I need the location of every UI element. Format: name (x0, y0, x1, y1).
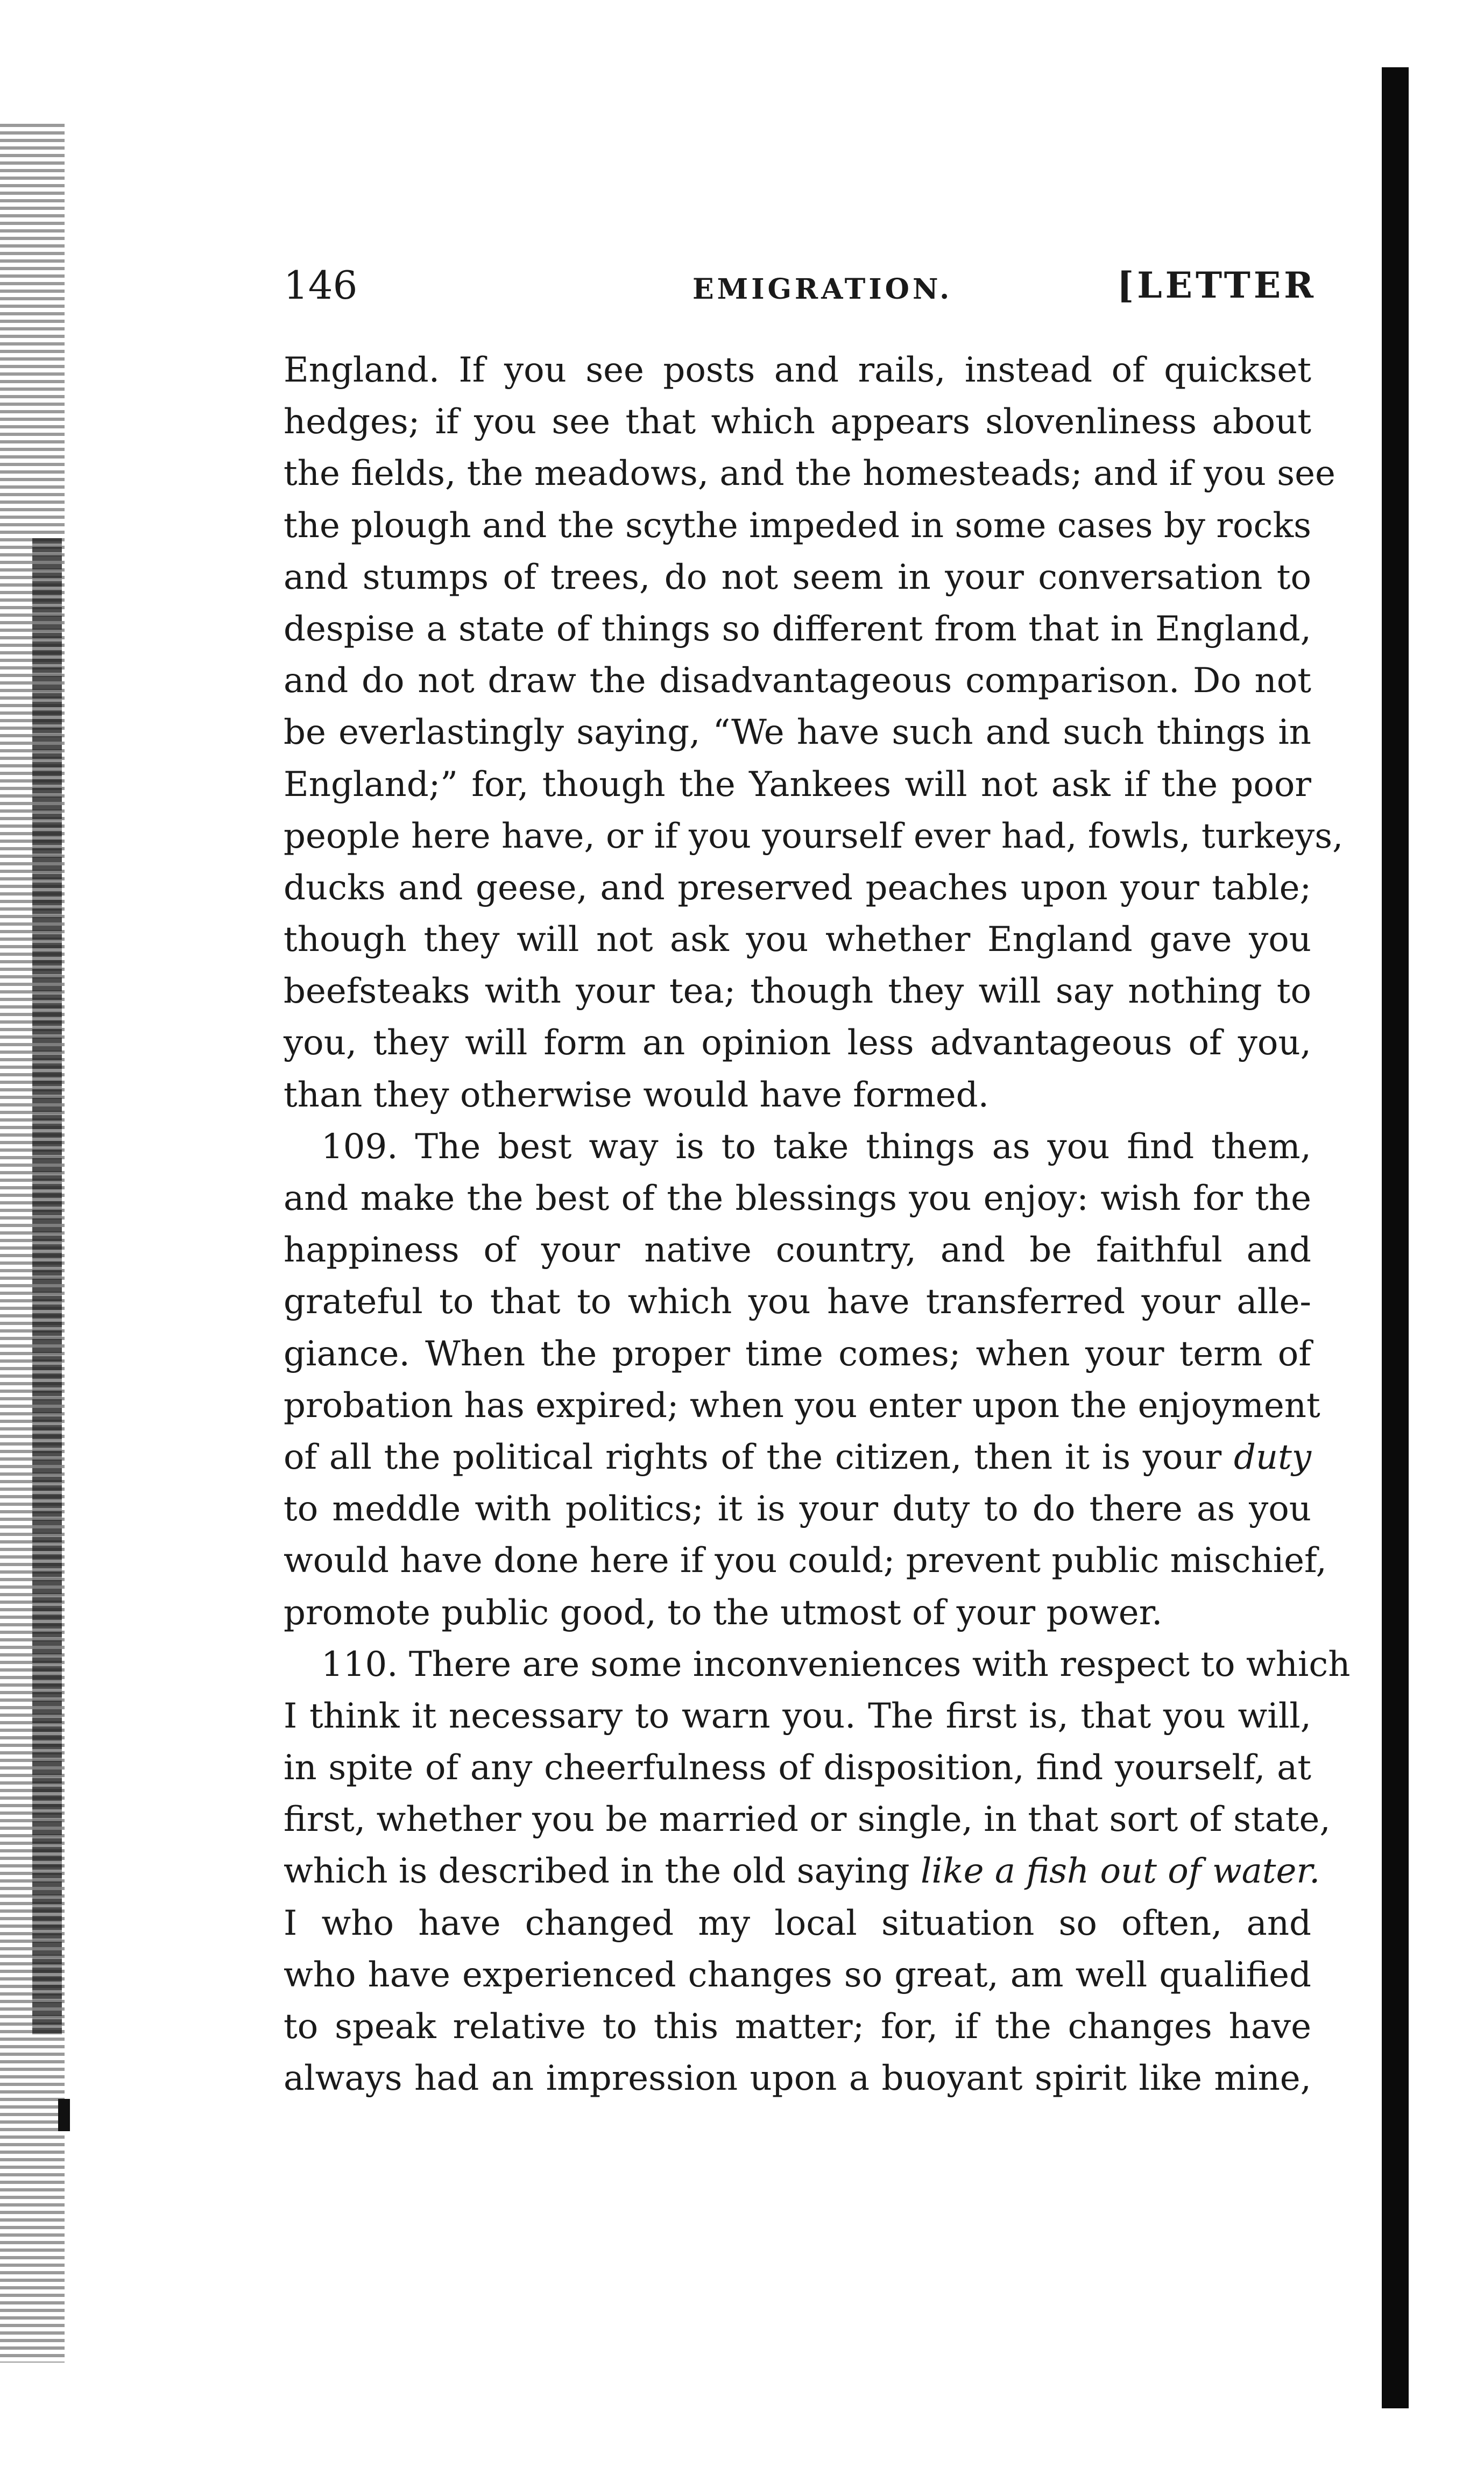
text-line (284, 1587, 1311, 1639)
text-line-content: you, they will form an opinion less advantageous of you, (284, 1023, 1311, 1063)
binding-mark (58, 2099, 70, 2131)
text-line (284, 1898, 1311, 1949)
page-number: 146 (284, 263, 358, 308)
text-line (284, 914, 1311, 965)
text-line-content: and do not draw the disadvantageous comparison. Do not (284, 661, 1311, 701)
text-line-content: beefsteaks with your tea; though they will say nothing to (284, 971, 1311, 1012)
text-line-content: people here have, or if you yourself ever had, fowls, turkeys, (284, 816, 1344, 856)
text-line-content: 110. There are some inconveniences with respect to which (321, 1644, 1351, 1684)
text-line-content: I think it necessary to warn you. The first is, that you will, (284, 1696, 1311, 1736)
text-line-content: 109. The best way is to take things as you find them, (321, 1126, 1311, 1167)
text-line (284, 1328, 1311, 1380)
text-line (284, 1639, 1351, 1690)
text-line-content: and make the best of the blessings you enjoy: wish for the (284, 1179, 1311, 1218)
text-line-content: promote public good, to the utmost of your power. (284, 1592, 1163, 1633)
text-line (284, 1432, 1311, 1483)
text-line-content: hedges; if you see that which appears slovenliness about (284, 402, 1311, 442)
text-line-content: be everlastingly saying, “We have such and such things in (284, 713, 1311, 753)
text-line-content: despise a state of things so different from that in England, (284, 609, 1311, 649)
running-title: EMIGRATION. (692, 273, 953, 306)
text-line-content: giance. When the proper time comes; when your term of (284, 1334, 1311, 1374)
text-line (284, 707, 1311, 758)
text-line (284, 810, 1344, 862)
text-line-content: which is described in the old saying (284, 1851, 921, 1892)
text-line-content: to speak relative to this matter; for, if the changes have (284, 2007, 1311, 2047)
text-line (284, 552, 1311, 603)
text-line (284, 1276, 1311, 1328)
text-line-content: first, whether you be married or single, in that sort of state, (284, 1800, 1331, 1840)
text-line-content: probation has expired; when you enter upon the enjoyment (284, 1385, 1320, 1426)
text-line (284, 1742, 1311, 1794)
text-line (284, 1380, 1320, 1432)
text-line-content: of all the political rights of the citizen, then it is your (284, 1437, 1234, 1477)
text-line-content: grateful to that to which you have transferred your alle- (284, 1282, 1311, 1322)
letter-heading: [LETTER (1117, 264, 1317, 306)
page-edge-bar (1382, 67, 1409, 2408)
text-line (284, 965, 1311, 1017)
text-line (284, 500, 1311, 552)
text-line-content: ducks and geese, and preserved peaches upon your table; (284, 868, 1311, 908)
text-line-content: and stumps of trees, do not seem in your conversation to (284, 557, 1311, 597)
text-line (284, 1121, 1311, 1173)
text-line (284, 2053, 1311, 2104)
running-header (284, 261, 1317, 309)
text-line-content: always had an impression upon a buoyant spirit like mine, (284, 2059, 1311, 2099)
text-line (284, 1845, 1320, 1897)
text-line (284, 1483, 1311, 1535)
text-line-content: England;” for, though the Yankees will not ask if the poor (284, 764, 1311, 805)
text-line (284, 603, 1311, 655)
text-line (284, 1017, 1311, 1069)
text-line-content: to meddle with politics; it is your duty to do there as you (284, 1489, 1311, 1529)
text-line (284, 1794, 1331, 1845)
text-line (284, 1535, 1327, 1587)
text-line (284, 1173, 1311, 1224)
text-line (284, 759, 1311, 810)
body-text (284, 344, 1351, 2104)
text-line (284, 2001, 1311, 2053)
text-line (284, 1224, 1311, 1276)
text-line-content: would have done here if you could; prevent public mischief, (284, 1541, 1327, 1581)
text-line-content: than they otherwise would have formed. (284, 1075, 989, 1115)
text-line-content: happiness of your native country, and be faithful and (284, 1230, 1311, 1271)
text-line (284, 1949, 1311, 2001)
text-line-content: in spite of any cheerfulness of disposition, find yourself, at (284, 1748, 1311, 1788)
text-line (284, 1690, 1311, 1742)
text-line (284, 1069, 1311, 1121)
text-line-content: England. If you see posts and rails, instead of quickset (284, 350, 1311, 390)
text-line-content: I who have changed my local situation so often, and (284, 1903, 1311, 1943)
text-line (284, 344, 1311, 396)
text-line-content: the fields, the meadows, and the homesteads; and if you see (284, 454, 1335, 494)
text-line (284, 448, 1335, 499)
text-line (284, 396, 1311, 448)
text-line-content: who have experienced changes so great, am well qualified (284, 1955, 1311, 1995)
italic-phrase: duty (1233, 1437, 1311, 1477)
text-line (284, 862, 1311, 914)
binding-shadow-dark (32, 538, 62, 2034)
text-line-content: though they will not ask you whether England gave you (284, 920, 1311, 960)
text-line-content: the plough and the scythe impeded in some cases by rocks (284, 505, 1311, 546)
italic-phrase: like a fish out of water. (920, 1851, 1320, 1892)
text-line (284, 655, 1311, 707)
